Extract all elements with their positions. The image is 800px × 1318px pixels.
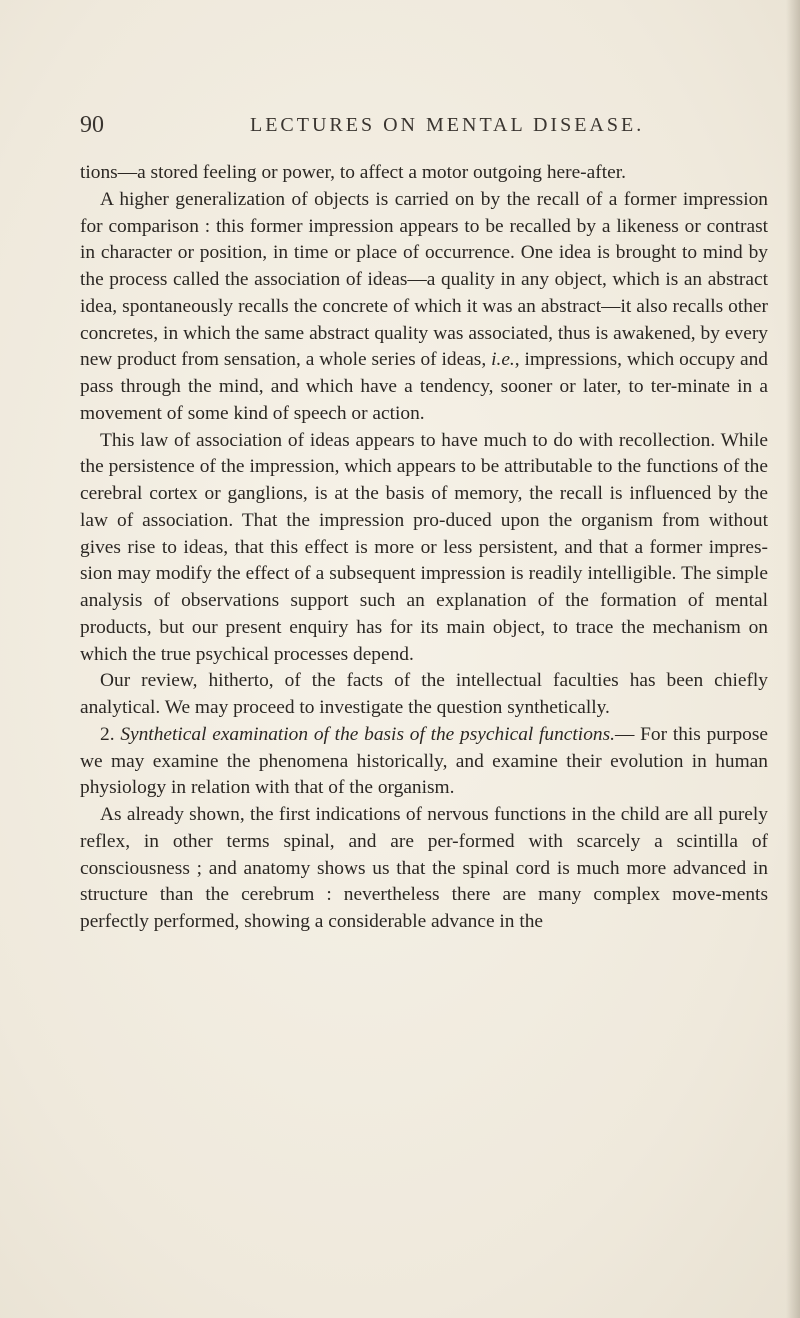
running-head: LECTURES ON MENTAL DISEASE. (250, 114, 645, 136)
paragraph-4 (80, 668, 768, 722)
body-text (80, 160, 768, 936)
paragraph-6-text: As already shown, the first indications of nervous functions in the child are all purely reflex, in other terms spinal, and are per-formed with scarcely a scintilla of consciousness ; and anatomy shows us that the spinal cord is much more advanced in structure than the cerebrum : nevertheless there are many complex move-ments perfectly performed, showing a considerable advance in the (80, 804, 768, 932)
section-title: Synthetical examination of the basis of the psychical functions. (120, 723, 615, 745)
paragraph-5 (80, 722, 768, 802)
paragraph-2-ie: i.e. (491, 349, 515, 371)
paragraph-6 (80, 802, 768, 936)
paragraph-2-text-a: A higher generalization of objects is carried on by the recall of a former impression for comparison : this former impression appears to be recalled by a likeness or contrast in character or position, in time or place of occurrence. One idea is brought to mind by the process called the association of ideas—a quality in any object, which is an abstract idea, spontaneously recalls the concrete of which it was an abstract—it also recalls other concretes, in which the same abstract quality was associated, thus is awakened, by every new product from sensation, a whole series of ideas, (80, 188, 768, 371)
paragraph-3 (80, 428, 768, 669)
paragraph-2-text-b: , impressions, which occupy and pass through the mind, and which have a tendency, sooner or later, to ter-minate in a movement of some kind of speech or action. (80, 349, 768, 424)
page-edge-shadow (786, 0, 800, 1318)
page-header (80, 112, 760, 142)
paragraph-1 (80, 160, 768, 187)
paragraph-4-text: Our review, hitherto, of the facts of the intellectual faculties has been chiefly analytical. We may proceed to investigate the question synthetically. (80, 670, 768, 718)
paragraph-5-text: — For this purpose we may examine the phenomena historically, and examine their evolution in human physiology in relation with that of the organism. (80, 723, 768, 799)
paragraph-2 (80, 187, 768, 428)
section-number: 2. (100, 723, 115, 745)
page-number: 90 (80, 112, 104, 138)
paragraph-1-text: tions—a stored feeling or power, to affect a motor outgoing here-after. (80, 162, 626, 183)
paragraph-3-text: This law of association of ideas appears to have much to do with recollection. While the persistence of the impression, which appears to be attributable to the functions of the cerebral cortex or ganglions, is at the basis of memory, the recall is influenced by the law of association. That the impression pro-duced upon the organism from without gives rise to ideas, that this effect is more or less persistent, and that a former impres-sion may modify the effect of a subsequent impression is readily intelligible. The simple analysis of observations support such an explanation of the formation of mental products, but our present enquiry has for its main object, to trace the mechanism on which the true psychical processes depend. (80, 429, 768, 665)
